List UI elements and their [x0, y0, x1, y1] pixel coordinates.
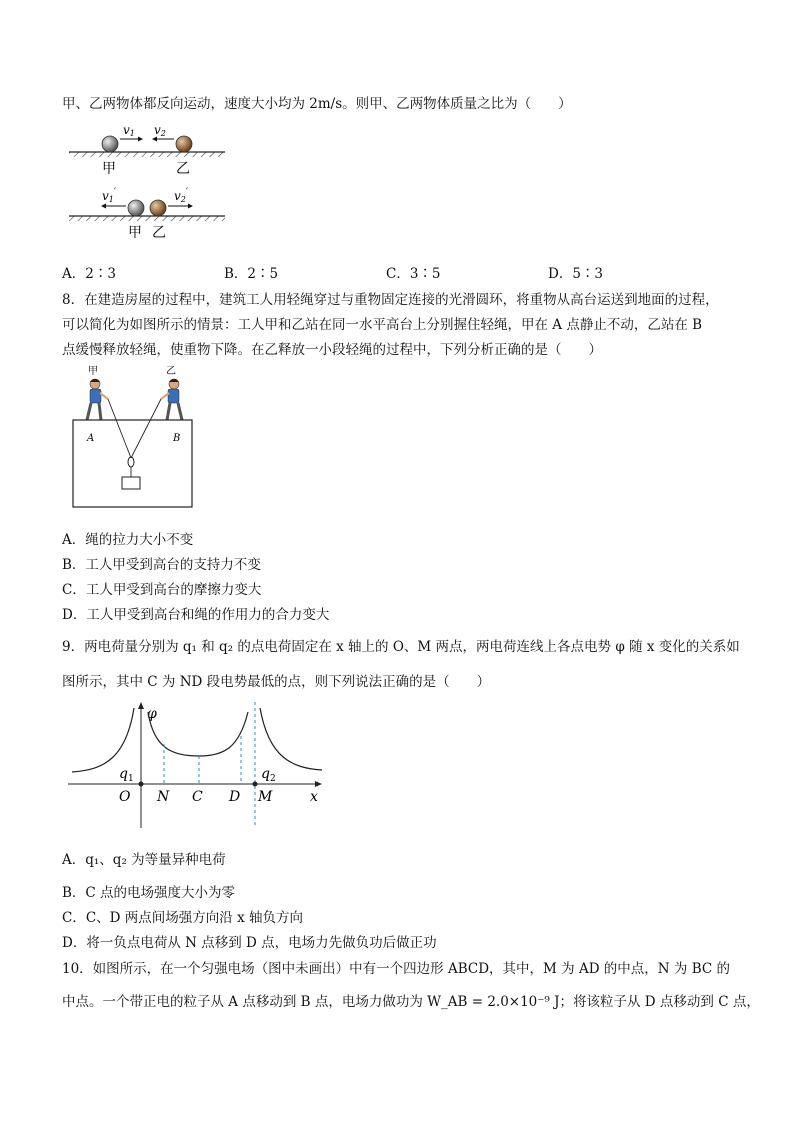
- label-c: C: [192, 789, 203, 805]
- arrow-v1-head: [138, 137, 143, 142]
- ball-yi-before: [176, 136, 192, 152]
- q10-stem-line-2: 中点。一个带正电的粒子从 A 点移动到 B 点，电场力做功为 W_AB = 2.0×10⁻⁹ J；将该粒子从 D 点移动到 C 点，: [62, 994, 760, 1010]
- label-v2: v2: [154, 123, 166, 138]
- q8-figure: [70, 362, 210, 512]
- worker-jia-icon: [87, 379, 108, 420]
- axis-label-phi: φ: [147, 706, 157, 722]
- q9-option-d[interactable]: D．将一负点电荷从 N 点移到 D 点，电场力先做负功后做正功: [62, 935, 437, 951]
- q9-option-c[interactable]: C．C、D 两点间场强方向沿 x 轴负方向: [62, 910, 303, 926]
- label-yi-top: 乙: [176, 161, 190, 177]
- phi-curve-left: [72, 708, 134, 772]
- ground-hatch-bottom: [69, 216, 225, 221]
- phi-curve-middle: [148, 712, 248, 756]
- axis-label-x: x: [310, 789, 318, 805]
- ball-jia-after: [128, 200, 144, 216]
- q8-stem-line-1: 8．在建造房屋的过程中，建筑工人用轻绳穿过与重物固定连接的光滑圆环，将重物从高台运送到地面的过程，: [62, 292, 719, 308]
- label-m: M: [258, 789, 273, 805]
- label-point-b: B: [173, 433, 181, 444]
- q7-option-c[interactable]: C．3∶5: [386, 266, 441, 282]
- q9-option-b[interactable]: B．C 点的电场强度大小为零: [62, 885, 236, 901]
- ground-hatch-top: [69, 152, 225, 157]
- arrow-v2-head: [152, 137, 157, 142]
- q7-options: [62, 262, 742, 282]
- rope-left: [108, 399, 131, 458]
- q7-option-a[interactable]: A．2∶3: [62, 266, 116, 282]
- label-v2-prime: v2′: [174, 187, 189, 204]
- rope-right: [131, 399, 161, 458]
- y-axis-arrow: [138, 702, 144, 709]
- q7-figure: [66, 122, 236, 241]
- ball-yi-after: [150, 200, 166, 216]
- q8-stem-line-3: 点缓慢释放轻绳，使重物下降。在乙释放一小段轻绳的过程中，下列分析正确的是（ ）: [62, 342, 602, 358]
- phi-curve-right: [260, 708, 322, 770]
- label-v1: v1: [123, 123, 135, 138]
- ball-jia-before: [102, 136, 118, 152]
- x-axis-arrow: [315, 781, 322, 787]
- arrow-v2-prime-head: [188, 204, 193, 209]
- label-jia-bottom: 甲: [128, 225, 142, 241]
- q7-option-d[interactable]: D．5∶3: [548, 266, 604, 282]
- label-n: N: [157, 789, 170, 805]
- label-q2: $q_2$: [261, 766, 276, 784]
- q9-stem-line-2: 图所示，其中 C 为 ND 段电势最低的点，则下列说法正确的是（ ）: [62, 674, 491, 690]
- q8-option-d[interactable]: D．工人甲受到高台和绳的作用力的合力变大: [62, 607, 330, 623]
- q7-stem: 甲、乙两物体都反向运动，速度大小均为 2m/s。则甲、乙两物体质量之比为（ ）: [62, 96, 572, 112]
- arrow-v1-prime-head: [101, 204, 106, 209]
- charge-q2-dot: [253, 782, 258, 787]
- heavy-object: [122, 477, 140, 489]
- q8-stem-line-2: 可以简化为如图所示的情景：工人甲和乙站在同一水平高台上分别握住轻绳，甲在 A 点静止不动，乙站在 B: [62, 317, 703, 333]
- label-d: D: [229, 789, 241, 805]
- q10-stem-line-1: 10．如图所示，在一个匀强电场（图中未画出）中有一个四边形 ABCD，其中，M 为 AD 的中点，N 为 BC 的: [62, 961, 730, 977]
- label-o: O: [119, 789, 131, 805]
- label-jia-top: 甲: [102, 161, 116, 177]
- q7-option-b[interactable]: B．2∶5: [224, 266, 279, 282]
- worker-yi-icon: [161, 379, 182, 420]
- label-yi: 乙: [166, 366, 176, 377]
- smooth-ring: [128, 457, 134, 467]
- label-v1-prime: v1′: [102, 187, 117, 204]
- charge-q1-dot: [139, 782, 144, 787]
- q9-stem-line-1: 9．两电荷量分别为 q₁ 和 q₂ 的点电荷固定在 x 轴上的 O、M 两点，两电荷连线上各点电势 φ 随 x 变化的关系如: [62, 639, 740, 655]
- q8-option-c[interactable]: C．工人甲受到高台的摩擦力变大: [62, 582, 262, 598]
- q9-figure: [64, 700, 334, 835]
- label-q1: $q_1$: [119, 766, 134, 784]
- label-yi-bottom: 乙: [152, 225, 166, 241]
- q8-option-a[interactable]: A．绳的拉力大小不变: [62, 532, 194, 548]
- q9-option-a[interactable]: A．q₁、q₂ 为等量异种电荷: [62, 852, 226, 868]
- label-point-a: A: [87, 433, 95, 444]
- q8-option-b[interactable]: B．工人甲受到高台的支持力不变: [62, 557, 261, 573]
- label-jia: 甲: [88, 366, 98, 377]
